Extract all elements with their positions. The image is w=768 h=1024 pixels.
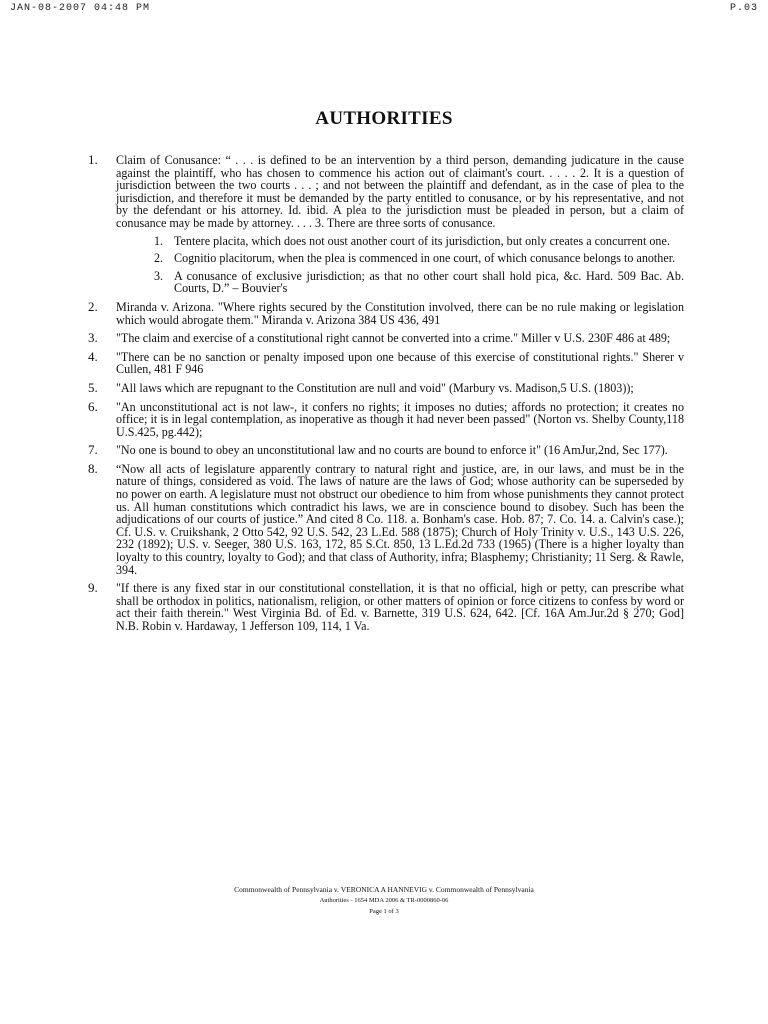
list-item [88, 398, 684, 439]
page-title: AUTHORITIES [315, 108, 453, 129]
list-item [88, 582, 684, 632]
sub-item-text: A conusance of exclusive jurisdiction; as that no other court shall hold pica, &c. Hard. 509 Bac. Ab. Courts, D.” – Bouvier's [174, 268, 684, 296]
sub-item [130, 252, 684, 265]
item-number: 7. [88, 442, 98, 458]
item-text: “Now all acts of legislature apparently contrary to natural right and justice, are, in our laws, and must be in the nature of things, considered as void. The laws of nature are the laws of God; whose authority can be superseded by no power on earth. A legislature must not obstruct our obedience to him from whose punishments they cannot protect us. All human constitutions which contradict his laws, we are in conscience bound to disobey. Such has been the adjudications of our courts of justice.” And cited 8 Co. 118. a. Bonham's case. Hob. 87; 7. Co. 14. a. Calvin's case.); Cf. U.S. v. Cruikshank, 2 Otto 542, 92 U.S. 542, 23 L.Ed. 588 (1875); Church of Holy Trinity v. U.S., 143 U.S. 226, 232 (1892); U.S. v. Seeger, 380 U.S. 163, 172, 85 S.Ct. 850, 13 L.Ed.2d 733 (1965) (There is a higher loyalty than loyalty to this country, loyalty to God); and that class of Authority, infra; Blasphemy; Christianity; 11 Serg. & Rawle, 394. [116, 461, 684, 577]
item-number: 9. [88, 580, 98, 596]
fax-timestamp: JAN-08-2007 04:48 PM [10, 3, 151, 14]
sub-item-number: 2. [154, 251, 164, 266]
item-number: 8. [88, 460, 98, 476]
item-text: "If there is any fixed star in our constitutional constellation, it is that no official, high or petty, can prescribe what shall be orthodox in politics, nationalism, religion, or other matters of opinion or force citizens to confess by word or act their faith therein." West Virginia Bd. of Ed. v. Barnette, 319 U.S. 624, 642. [Cf. 16A Am.Jur.2d § 270; God] N.B. Robin v. Hardaway, 1 Jefferson 109, 114, 1 Va. [116, 581, 684, 633]
page-indicator: Page 1 of 3 [369, 908, 399, 915]
sub-item-number: 3. [154, 268, 164, 283]
item-number: 4. [88, 348, 98, 364]
fax-page-number: P.03 [729, 3, 758, 14]
item-text: "There can be no sanction or penalty imposed upon one because of this exercise of constitutional rights." Sherer v Cullen, 481 F 946 [116, 349, 684, 377]
list-item [88, 154, 684, 295]
item-text: Miranda v. Arizona. "Where rights secured by the Constitution involved, there can be no rule making or legislation which would abrogate them." Miranda v. Arizona 384 US 436, 491 [116, 299, 684, 327]
item-text: "No one is bound to obey an unconstitutional law and no courts are bound to enforce it" (16 AmJur,2nd, Sec 177). [116, 443, 668, 458]
list-item [88, 444, 684, 457]
item-text: "An unconstitutional act is not law-, it confers no rights; it imposes no duties; affords no protection; it creates no office; it is in legal contemplation, as inoperative as though it had never been passed" (Norton vs. Shelby County,118 U.S.425, pg.442); [116, 399, 684, 439]
list-item [88, 379, 684, 395]
item-number: 3. [88, 330, 98, 346]
sub-item-text: Cognitio placitorum, when the plea is commenced in one court, of which conusance belongs to another. [174, 251, 676, 266]
sub-item-number: 1. [154, 233, 164, 248]
sub-item [130, 270, 684, 295]
item-number: 2. [88, 298, 98, 314]
list-item [88, 332, 684, 345]
list-item [88, 460, 684, 577]
authorities-list [88, 154, 684, 639]
case-caption: Commonwealth of Pennsylvania v. VERONICA A HANNEVIG v. Commonwealth of Pennsylvania [234, 885, 534, 894]
sub-item [130, 235, 684, 248]
item-text: "The claim and exercise of a constitutional right cannot be converted into a crime." Miller v U.S. 230F 486 at 489; [116, 331, 671, 346]
document-footer [0, 884, 768, 917]
item-number: 5. [88, 379, 98, 395]
item-number: 6. [88, 398, 98, 414]
list-item [88, 298, 684, 327]
item-text: "All laws which are repugnant to the Constitution are null and void" (Marbury vs. Madison,5 U.S. (1803)); [116, 380, 634, 395]
docket-number: Authorities - 1654 MDA 2006 & TR-0000860-06 [319, 897, 449, 904]
sub-item-text: Tentere placita, which does not oust another court of its jurisdiction, but only creates a concurrent one. [174, 233, 670, 248]
item-number: 1. [88, 152, 98, 167]
list-item [88, 348, 684, 377]
item-text: Claim of Conusance: “ . . . is defined to be an intervention by a third person, demanding judicature in the cause against the plaintiff, who has chosen to commence his action out of claimant's court. . . . . 2. It is a question of jurisdiction between the two courts . . . ; and not between the plaintiff and defendant, as in the case of plea to the jurisdiction, and therefore it must be demanded by the party entitled to conusance, or by his representative, and not by the defendant or his attorney. Id. ibid. A plea to the jurisdiction must be pleaded in person, but a claim of conusance may be made by attorney. . . . 3. There are three sorts of conusance. [116, 153, 684, 230]
